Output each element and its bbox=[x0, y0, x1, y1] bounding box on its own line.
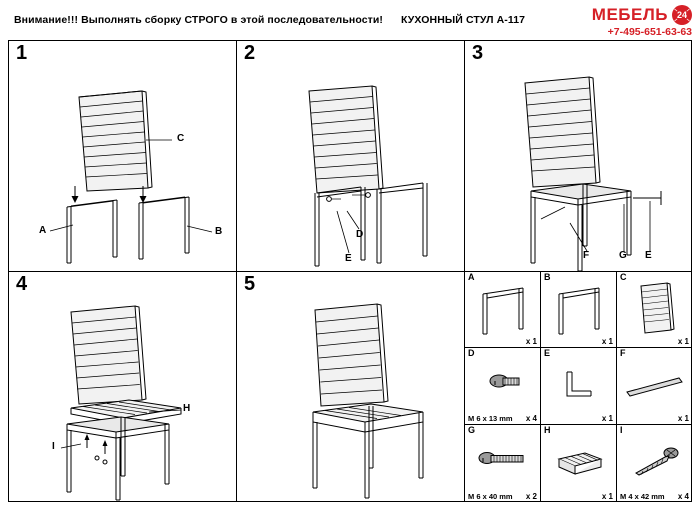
step-3-illustration bbox=[465, 41, 692, 272]
step-4-label-h: H bbox=[183, 403, 191, 414]
step-5-cell bbox=[237, 272, 465, 502]
part-spec-d: M 6 x 13 mm bbox=[468, 414, 513, 423]
step-4-cell bbox=[9, 272, 237, 502]
step-3-label-f: F bbox=[583, 250, 590, 261]
part-qty-f: x 1 bbox=[677, 414, 689, 423]
brand-logo bbox=[592, 5, 692, 25]
part-qty-h: x 1 bbox=[601, 492, 613, 501]
part-cell-g bbox=[465, 425, 541, 502]
header bbox=[0, 0, 700, 40]
brand-badge-label: 24 bbox=[676, 10, 687, 20]
part-qty-c: x 1 bbox=[677, 337, 689, 346]
part-cell-i bbox=[617, 425, 692, 502]
part-cell-d bbox=[465, 348, 541, 425]
part-letter-g: G bbox=[468, 425, 476, 435]
step-2-illustration bbox=[237, 41, 465, 272]
model-name: КУХОННЫЙ СТУЛ А-117 bbox=[401, 14, 526, 26]
step-1-illustration bbox=[9, 41, 237, 272]
step-1-label-b: B bbox=[215, 226, 223, 237]
part-qty-b: x 1 bbox=[601, 337, 613, 346]
step-3-label-e: E bbox=[645, 250, 652, 261]
warning-text-row bbox=[14, 14, 525, 26]
step-2-label-e: E bbox=[345, 253, 352, 264]
step-3-number: 3 bbox=[472, 42, 484, 64]
part-cell-f bbox=[617, 348, 692, 425]
part-spec-i: M 4 x 42 mm bbox=[620, 492, 665, 501]
part-cell-e bbox=[541, 348, 617, 425]
part-qty-i: x 4 bbox=[677, 492, 689, 501]
part-letter-h: H bbox=[544, 425, 551, 435]
step-5-illustration bbox=[237, 272, 465, 502]
brand-badge-icon bbox=[672, 5, 692, 25]
part-qty-e: x 1 bbox=[601, 414, 613, 423]
step-1-cell bbox=[9, 41, 237, 272]
step-2-number: 2 bbox=[244, 42, 256, 64]
part-letter-f: F bbox=[620, 348, 626, 358]
part-letter-a: A bbox=[468, 272, 475, 282]
step-5-number: 5 bbox=[244, 273, 256, 295]
step-4-label-i: I bbox=[52, 441, 55, 452]
part-qty-d: x 4 bbox=[525, 414, 537, 423]
part-letter-d: D bbox=[468, 348, 475, 358]
part-cell-c bbox=[617, 272, 692, 348]
warning-text: Внимание!!! Выполнять сборку СТРОГО в этой последовательности! bbox=[14, 14, 384, 26]
screw-icon bbox=[617, 425, 692, 502]
step-3-label-g: G bbox=[619, 250, 627, 261]
part-cell-a bbox=[465, 272, 541, 348]
step-4-number: 4 bbox=[16, 273, 28, 295]
part-cell-b bbox=[541, 272, 617, 348]
parts-table bbox=[465, 272, 692, 502]
step-1-label-a: A bbox=[39, 225, 47, 236]
part-letter-c: C bbox=[620, 272, 627, 282]
seat-cushion-icon bbox=[541, 425, 617, 502]
step-3-cell bbox=[465, 41, 692, 272]
phone-number: +7-495-651-63-63 bbox=[607, 26, 692, 38]
part-spec-g: M 6 x 40 mm bbox=[468, 492, 513, 501]
steps-grid bbox=[8, 40, 692, 502]
part-qty-g: x 2 bbox=[525, 492, 537, 501]
step-2-label-d: D bbox=[356, 229, 364, 240]
step-1-number: 1 bbox=[16, 42, 28, 64]
step-4-illustration bbox=[9, 272, 237, 502]
part-letter-e: E bbox=[544, 348, 551, 358]
brand-block bbox=[592, 5, 692, 38]
bolt-long-icon bbox=[465, 425, 541, 502]
part-qty-a: x 1 bbox=[525, 337, 537, 346]
step-2-cell bbox=[237, 41, 465, 272]
step-1-label-c: C bbox=[177, 133, 185, 144]
part-cell-h bbox=[541, 425, 617, 502]
part-letter-b: B bbox=[544, 272, 551, 282]
brand-name: МЕБЕЛЬ bbox=[591, 5, 668, 24]
part-letter-i: I bbox=[620, 425, 623, 435]
